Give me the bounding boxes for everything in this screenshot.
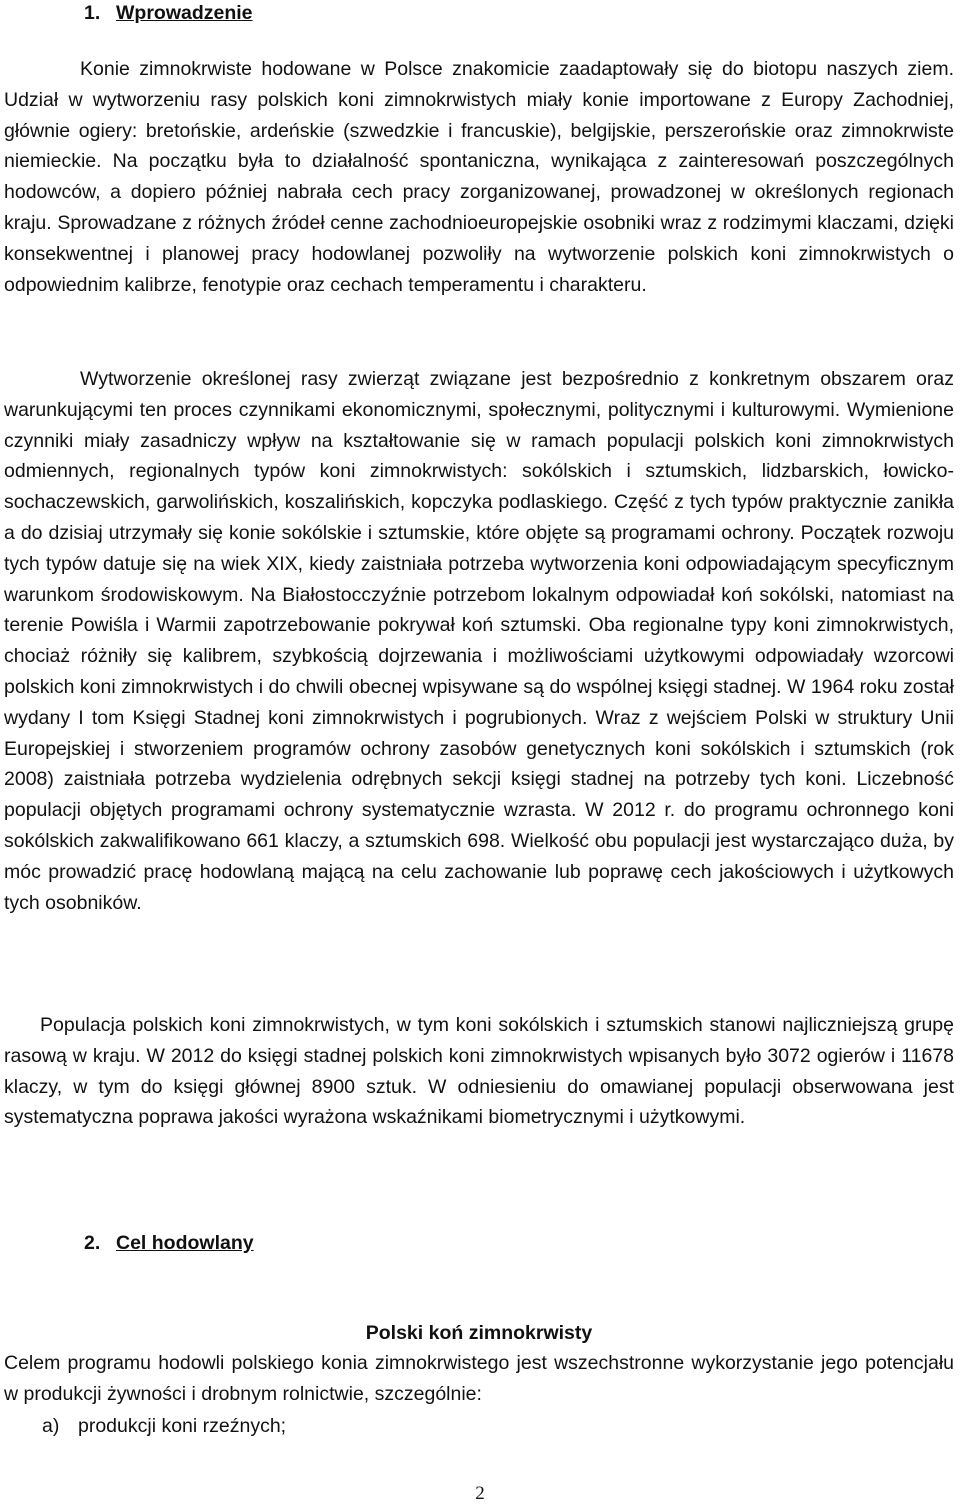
paragraph: Populacja polskich koni zimnokrwistych, w tym koni sokólskich i sztumskich stanowi najliczniejszą grupę rasową w kraju. W 2012 do księgi stadnej polskich koni zimnokrwistych wpisanych było 3072 ogierów i 11678 klaczy, w tym do księgi głównej 8900 sztuk. W odniesieniu do omawianej populacji obserwowana jest systematyczna poprawa jakości wyrażona wskaźnikami biometrycznymi i użytkowymi. [4, 1014, 954, 1129]
paragraph [4, 54, 954, 300]
section-number: 2. [84, 1232, 101, 1254]
paragraph: Celem programu hodowli polskiego konia zimnokrwistego jest wszechstronne wykorzystanie jego potencjału w produkcji żywności i drobnym rolnictwie, szczególnie: [4, 1352, 954, 1405]
subsection-title: Polski koń zimnokrwisty [365, 1322, 593, 1344]
section-heading-breeding-goal [84, 1228, 254, 1258]
section-number: 1. [84, 2, 101, 24]
section-title: Wprowadzenie [116, 2, 253, 24]
section-title: Cel hodowlany [116, 1232, 254, 1254]
section-heading-introduction [84, 0, 253, 28]
list-marker: a) [42, 1415, 60, 1437]
list-item [42, 1411, 286, 1441]
paragraph-text: Konie zimnokrwiste hodowane w Polsce znakomicie zaadaptowały się do biotopu naszych ziem. Udział w wytworzeniu rasy polskich koni zimnokrwistych miały konie importowane z Europy Zachodniej, głównie ogiery: bretońskie, ardeńskie (szwedzkie i francuskie), belgijskie, perszerońskie oraz zimnokrwiste niemieckie. Na początku była to działalność spontaniczna, wynikająca z zainteresowań poszczególnych hodowców, a dopiero później nabrała cech pracy zorganizowanej, prowadzonej w określonych regionach kraju. Sprowadzane z różnych źródeł cenne zachodnioeuropejskie osobniki wraz z rodzimymi klaczami, dzięki konsekwentnej i planowej pracy hodowlanej pozwoliły na wytworzenie polskich koni zimnokrwistych o odpowiednim kalibrze, fenotypie oraz cechach temperamentu i charakteru. [4, 58, 954, 296]
list-item-text: produkcji koni rzeźnych; [78, 1415, 287, 1437]
page-number: 2 [475, 1483, 485, 1504]
paragraph: Wytworzenie określonej rasy zwierząt związane jest bezpośrednio z konkretnym obszarem oraz warunkującymi ten proces czynnikami ekonomicznymi, społecznymi, politycznymi i kulturowymi. Wymienione czynniki miały zasadniczy wpływ na kształtowanie się w ramach populacji polskich koni zimnokrwistych odmiennych, regionalnych typów koni zimnokrwistych: sokólskich i sztumskich, lidzbarskich, łowicko-sochaczewskich, garwolińskich, koszalińskich, kopczyka podlaskiego. Część z tych typów praktycznie zanikła a do dzisiaj utrzymały się konie sokólskie i sztumskie, które objęte są programami ochrony. Początek rozwoju tych typów datuje się na wiek XIX, kiedy zaistniała potrzeba wytworzenia koni odpowiadającym specyficznym warunkom środowiskowym. Na Białostocczyźnie potrzebom lokalnym odpowiadał koń sokólski, natomiast na terenie Powiśla i Warmii zapotrzebowanie pokrywał koń sztumski. Oba regionalne typy koni zimnokrwistych, chociaż różniły się kalibrem, szybkością dojrzewania i możliwościami użytkowymi odpowiadały wzorcowi polskich koni zimnokrwistych i do chwili obecnej wpisywane są do wspólnej księgi stadnej. W 1964 roku został wydany I tom Księgi Stadnej koni zimnokrwistych i pogrubionych. Wraz z wejściem Polski w struktury Unii Europejskiej i stworzeniem programów ochrony zasobów genetycznych koni sokólskich i sztumskich (rok 2008) zaistniała potrzeba wydzielenia odrębnych sekcji księgi stadnej na potrzeby tych koni. Liczebność populacji objętych programami ochrony systematycznie wzrasta. W 2012 r. do programu ochronnego koni sokólskich zakwalifikowano 661 klaczy, a sztumskich 698. Wielkość obu populacji jest wystarczająco duża, by móc prowadzić pracę hodowlaną mającą na celu zachowanie lub poprawę cech jakościowych i użytkowych tych osobników. [4, 368, 954, 914]
